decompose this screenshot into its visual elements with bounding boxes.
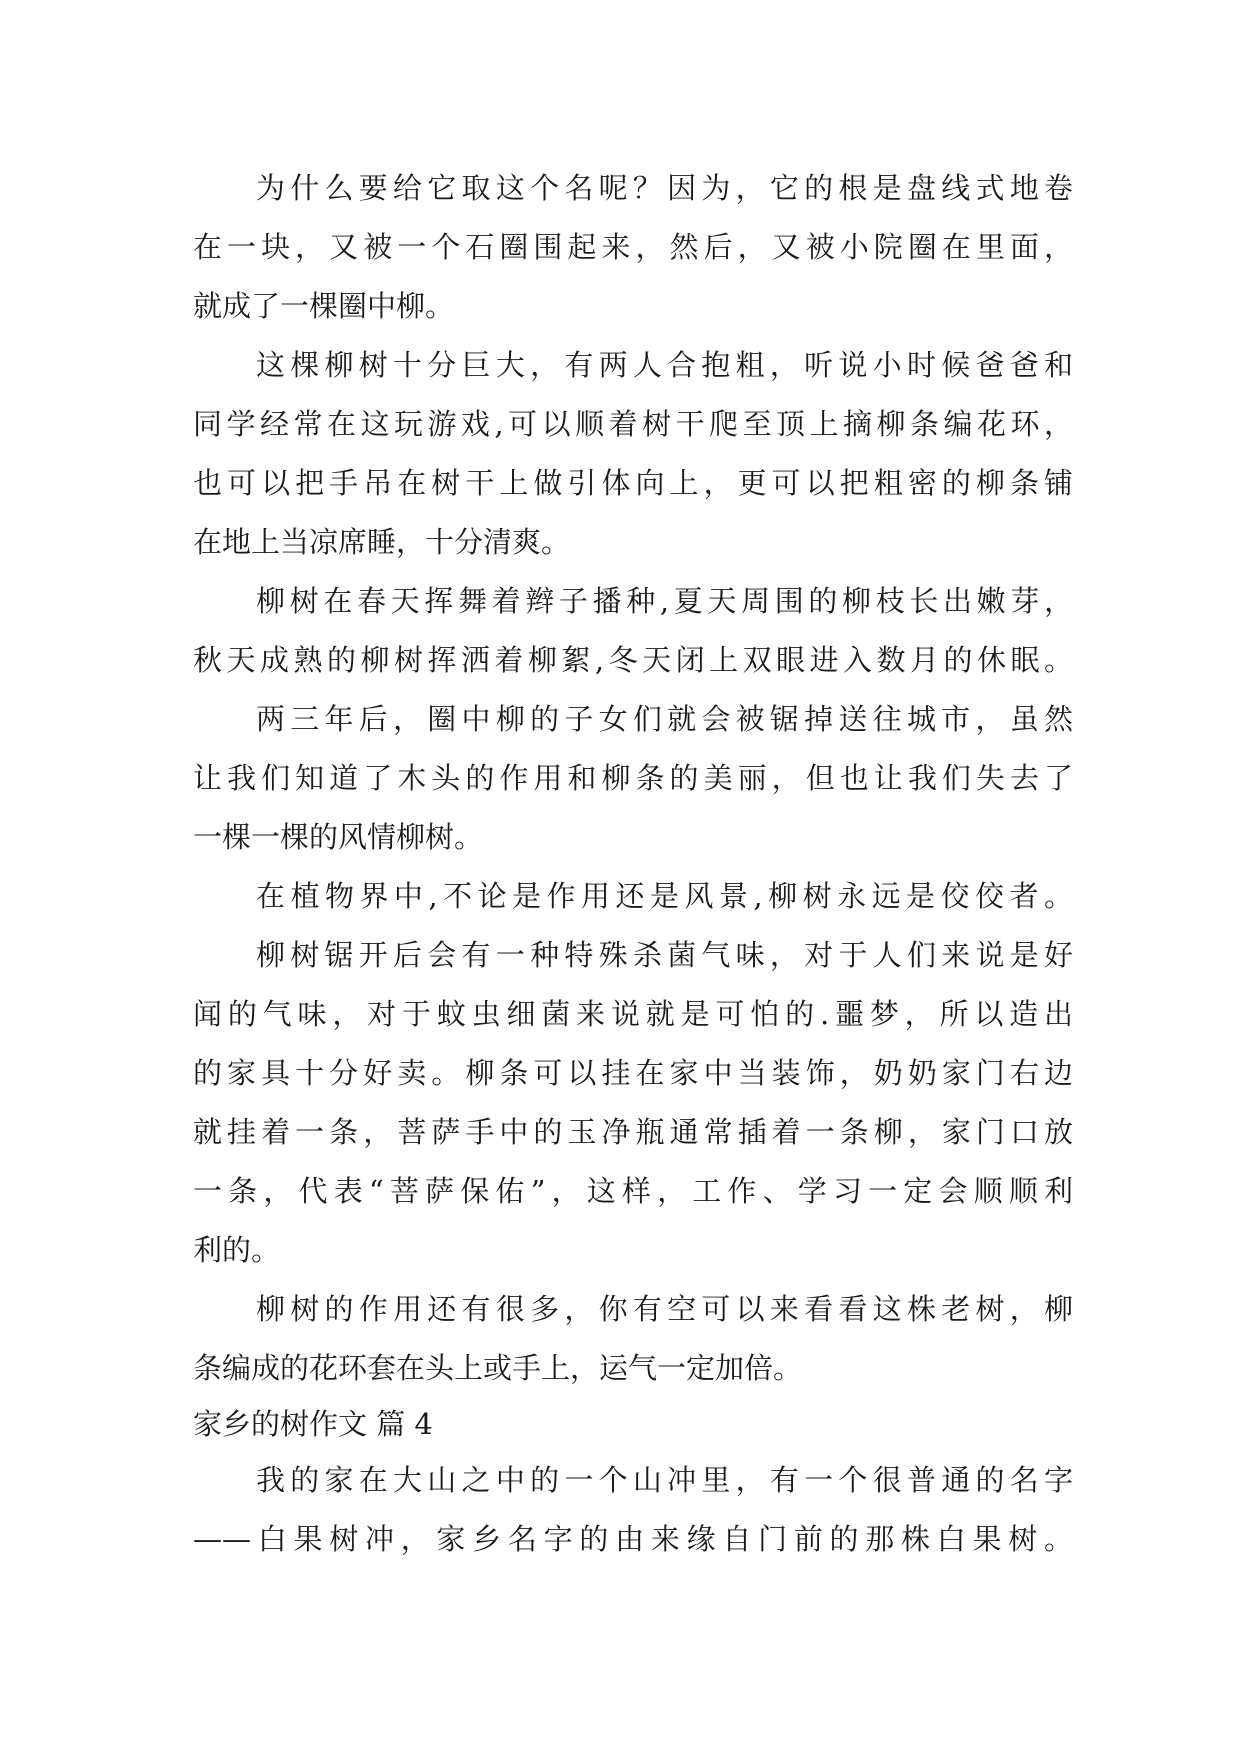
text-line: 利的。 (193, 1233, 281, 1267)
text-line: 为什么要给它取这个名呢？因为，它的根是盘线式地卷 (256, 171, 1073, 205)
text-line: 让我们知道了木头的作用和柳条的美丽，但也让我们失去了 (193, 761, 1073, 795)
text-line: 秋天成熟的柳树挥洒着柳絮,冬天闭上双眼进入数月的休眠。 (193, 643, 1073, 677)
text-line: 这棵柳树十分巨大，有两人合抱粗，听说小时候爸爸和 (256, 348, 1073, 382)
text-line: 一条，代表“菩萨保佑”，这样，工作、学习一定会顺顺利 (193, 1174, 1073, 1208)
text-line: 在植物界中,不论是作用还是风景,柳树永远是佼佼者。 (256, 879, 1073, 913)
text-line: 在地上当凉席睡，十分清爽。 (193, 525, 571, 559)
text-line: 柳树的作用还有很多，你有空可以来看看这株老树，柳 (256, 1292, 1073, 1326)
text-line: 条编成的花环套在头上或手上，运气一定加倍。 (193, 1351, 803, 1385)
text-line: 在一块，又被一个石圈围起来，然后，又被小院圈在里面， (193, 230, 1073, 264)
section-heading: 家乡的树作文 篇 4 (193, 1407, 433, 1441)
text-line: 两三年后，圈中柳的子女们就会被锯掉送往城市，虽然 (256, 702, 1073, 736)
text-line: 也可以把手吊在树干上做引体向上，更可以把粗密的柳条铺 (193, 466, 1073, 500)
text-line: 的家具十分好卖。柳条可以挂在家中当装饰，奶奶家门右边 (193, 1056, 1073, 1090)
text-line: 柳树锯开后会有一种特殊杀菌气味，对于人们来说是好 (256, 938, 1073, 972)
text-line: 就成了一棵圈中柳。 (193, 289, 455, 323)
text-line: ——白果树冲，家乡名字的由来缘自门前的那株白果树。 (193, 1522, 1073, 1556)
text-line: 一棵一棵的风情柳树。 (193, 820, 484, 854)
text-line: 就挂着一条，菩萨手中的玉净瓶通常插着一条柳，家门口放 (193, 1115, 1073, 1149)
text-line: 闻的气味，对于蚊虫细菌来说就是可怕的.噩梦，所以造出 (193, 997, 1073, 1031)
text-line: 柳树在春天挥舞着辫子播种,夏天周围的柳枝长出嫩芽， (256, 584, 1073, 618)
text-line: 同学经常在这玩游戏,可以顺着树干爬至顶上摘柳条编花环， (193, 407, 1073, 441)
text-line: 我的家在大山之中的一个山冲里，有一个很普通的名字 (256, 1463, 1073, 1497)
